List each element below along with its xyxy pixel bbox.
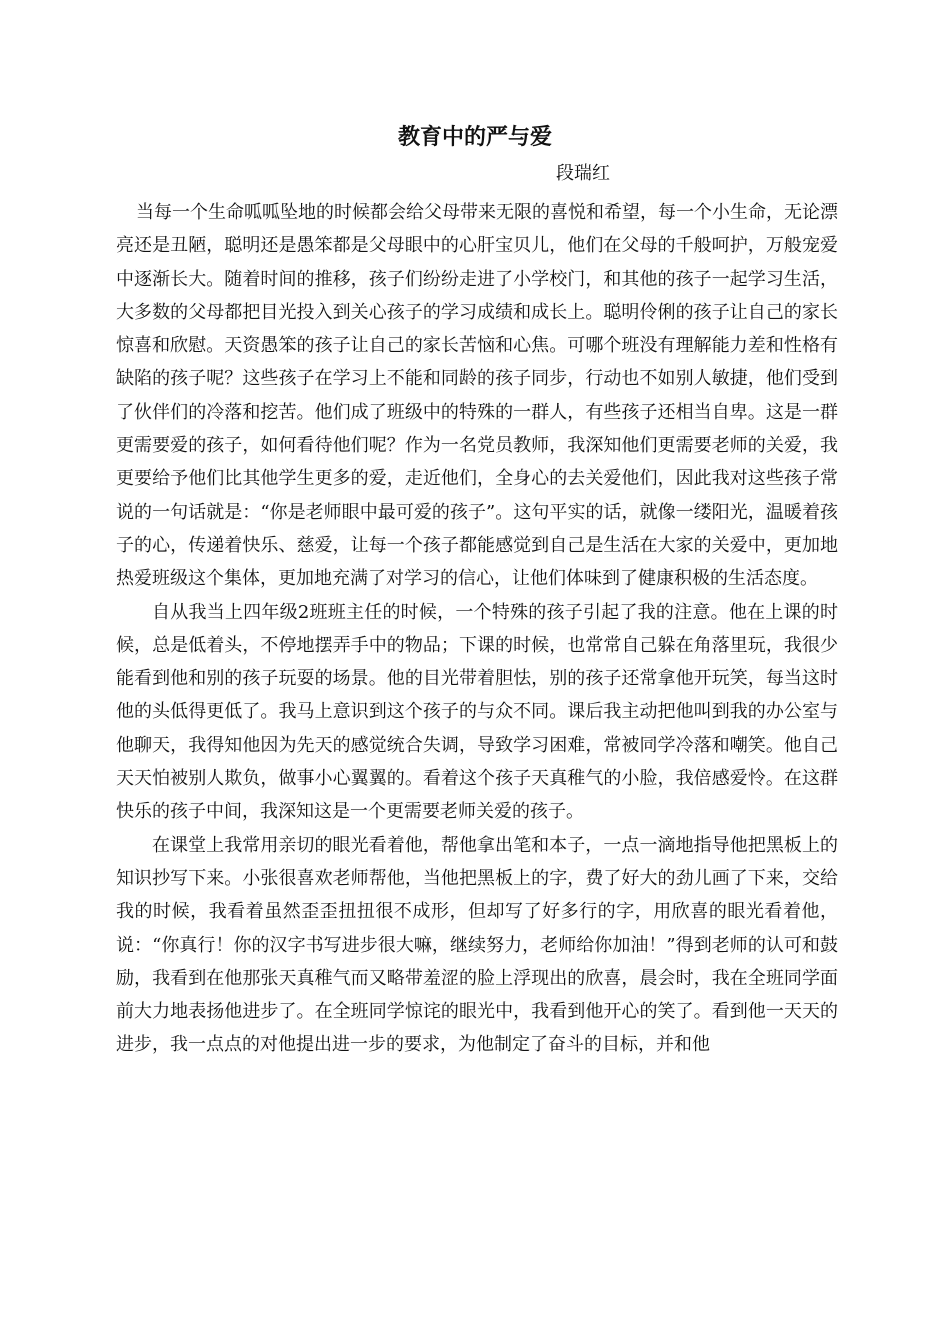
paragraph: 自从我当上四年级2班班主任的时候，一个特殊的孩子引起了我的注意。他在上课的时候，总是低着头，不停地摆弄手中的物品；下课的时候，也常常自己躲在角落里玩，我很少能看到他和别的孩子玩耍的场景。他的目光带着胆怯，别的孩子还常拿他开玩笑，每当这时他的头低得更低了。我马上意识到这个孩子的与众不同。课后我主动把他叫到我的办公室与他聊天，我得知他因为先天的感觉统合失调，导致学习困难，常被同学冷落和嘲笑。他自己天天怕被别人欺负，做事小心翼翼的。看着这个孩子天真稚气的小脸，我倍感爱怜。在这群快乐的孩子中间，我深知这是一个更需要老师关爱的孩子。 bbox=[116, 601, 838, 823]
paragraph: 当每一个生命呱呱坠地的时候都会给父母带来无限的喜悦和希望，每一个小生命，无论漂亮还是丑陋，聪明还是愚笨都是父母眼中的心肝宝贝儿，他们在父母的千般呵护，万般宠爱中逐渐长大。随着时间的推移，孩子们纷纷走进了小学校门，和其他的孩子一起学习生活，大多数的父母都把目光投入到关心孩子的学习成绩和成长上。聪明伶俐的孩子让自己的家长惊喜和欣慰。天资愚笨的孩子让自己的家长苦恼和心焦。可哪个班没有理解能力差和性格有缺陷的孩子呢？这些孩子在学习上不能和同龄的孩子同步，行动也不如别人敏捷，他们受到了伙伴们的冷落和挖苦。他们成了班级中的特殊的一群人，有些孩子还相当自卑。这是一群更需要爱的孩子，如何看待他们呢？作为一名党员教师，我深知他们更需要老师的关爱，我更要给予他们比其他学生更多的爱，走近他们，全身心的去关爱他们，因此我对这些孩子常说的一句话就是：“你是老师眼中最可爱的孩子”。这句平实的话，就像一缕阳光，温暖着孩子的心，传递着快乐、慈爱，让每一个孩子都能感觉到自己是生活在大家的关爱中，更加地热爱班级这个集体，更加地充满了对学习的信心，让他们体味到了健康积极的生活态度。 bbox=[116, 202, 838, 590]
paragraph: 在课堂上我常用亲切的眼光看着他，帮他拿出笔和本子，一点一滴地指导他把黑板上的知识抄写下来。小张很喜欢老师帮他，当他把黑板上的字，费了好大的劲儿画了下来，交给我的时候，我看着虽然歪歪扭扭很不成形，但却写了好多行的字，用欣喜的眼光看着他，说：“你真行！你的汉字书写进步很大嘛，继续努力，老师给你加油！”得到老师的认可和鼓励，我看到在他那张天真稚气而又略带羞涩的脸上浮现出的欣喜，晨会时，我在全班同学面前大力地表扬他进步了。在全班同学惊诧的眼光中，我看到他开心的笑了。看到他一天天的进步，我一点点的对他提出进一步的要求，为他制定了奋斗的目标，并和他 bbox=[116, 834, 838, 1056]
document-body bbox=[116, 196, 838, 1062]
document-title: 教育中的严与爱 bbox=[397, 125, 552, 150]
author-name: 段瑞红 bbox=[556, 163, 610, 184]
